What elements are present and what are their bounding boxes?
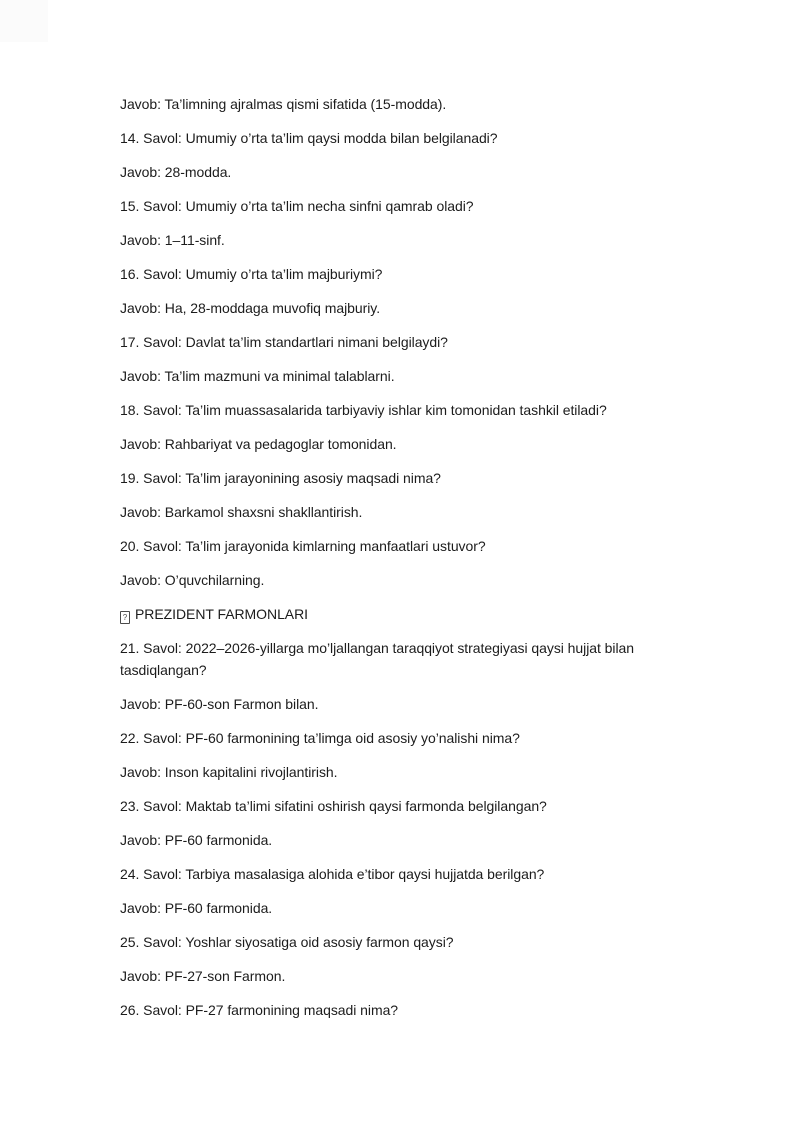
question-paragraph: 24. Savol: Tarbiya masalasiga alohida e’tibor qaysi hujjatda berilgan? <box>120 866 545 882</box>
question-paragraph: 16. Savol: Umumiy o’rta ta’lim majburiymi? <box>120 266 383 282</box>
section-heading-label: PREZIDENT FARMONLARI <box>135 606 308 622</box>
question-paragraph: 19. Savol: Ta’lim jarayonining asosiy maqsadi nima? <box>120 470 441 486</box>
question-paragraph: 17. Savol: Davlat ta’lim standartlari nimani belgilaydi? <box>120 334 448 350</box>
question-paragraph: 18. Savol: Ta’lim muassasalarida tarbiyaviy ishlar kim tomonidan tashkil etiladi? <box>120 402 607 418</box>
answer-paragraph: Javob: PF-60 farmonida. <box>120 900 273 916</box>
answer-paragraph: Javob: Ha, 28-moddaga muvofiq majburiy. <box>120 300 381 316</box>
answer-paragraph: Javob: 28-modda. <box>120 164 232 180</box>
corner-artifact <box>0 0 48 42</box>
question-paragraph: 26. Savol: PF-27 farmonining maqsadi nima? <box>120 1002 399 1018</box>
answer-paragraph: Javob: Ta’limning ajralmas qismi sifatida (15-modda). <box>120 96 447 112</box>
question-paragraph: 25. Savol: Yoshlar siyosatiga oid asosiy farmon qaysi? <box>120 934 454 950</box>
answer-paragraph: Javob: PF-60 farmonida. <box>120 832 273 848</box>
answer-paragraph: Javob: Barkamol shaxsni shakllantirish. <box>120 504 363 520</box>
missing-glyph-icon: ? <box>120 611 130 624</box>
answer-paragraph: Javob: Rahbariyat va pedagoglar tomonidan. <box>120 436 397 452</box>
answer-paragraph: Javob: PF-27-son Farmon. <box>120 968 286 984</box>
document-content <box>120 93 685 1033</box>
question-paragraph: 22. Savol: PF-60 farmonining ta’limga oid asosiy yo’nalishi nima? <box>120 730 520 746</box>
question-paragraph: 15. Savol: Umumiy o’rta ta’lim necha sinfni qamrab oladi? <box>120 198 474 214</box>
section-heading <box>120 603 685 625</box>
answer-paragraph: Javob: PF-60-son Farmon bilan. <box>120 696 319 712</box>
answer-paragraph: Javob: 1–11-sinf. <box>120 232 225 248</box>
answer-paragraph: Javob: Ta’lim mazmuni va minimal talablarni. <box>120 368 395 384</box>
answer-paragraph: Javob: Inson kapitalini rivojlantirish. <box>120 764 338 780</box>
question-paragraph: 23. Savol: Maktab ta’limi sifatini oshirish qaysi farmonda belgilangan? <box>120 798 547 814</box>
question-paragraph: 21. Savol: 2022–2026-yillarga mo’ljallangan taraqqiyot strategiyasi qaysi hujjat bilan tasdiqlangan? <box>120 640 635 678</box>
question-paragraph: 20. Savol: Ta’lim jarayonida kimlarning manfaatlari ustuvor? <box>120 538 486 554</box>
question-paragraph: 14. Savol: Umumiy o’rta ta’lim qaysi modda bilan belgilanadi? <box>120 130 498 146</box>
answer-paragraph: Javob: O’quvchilarning. <box>120 572 265 588</box>
